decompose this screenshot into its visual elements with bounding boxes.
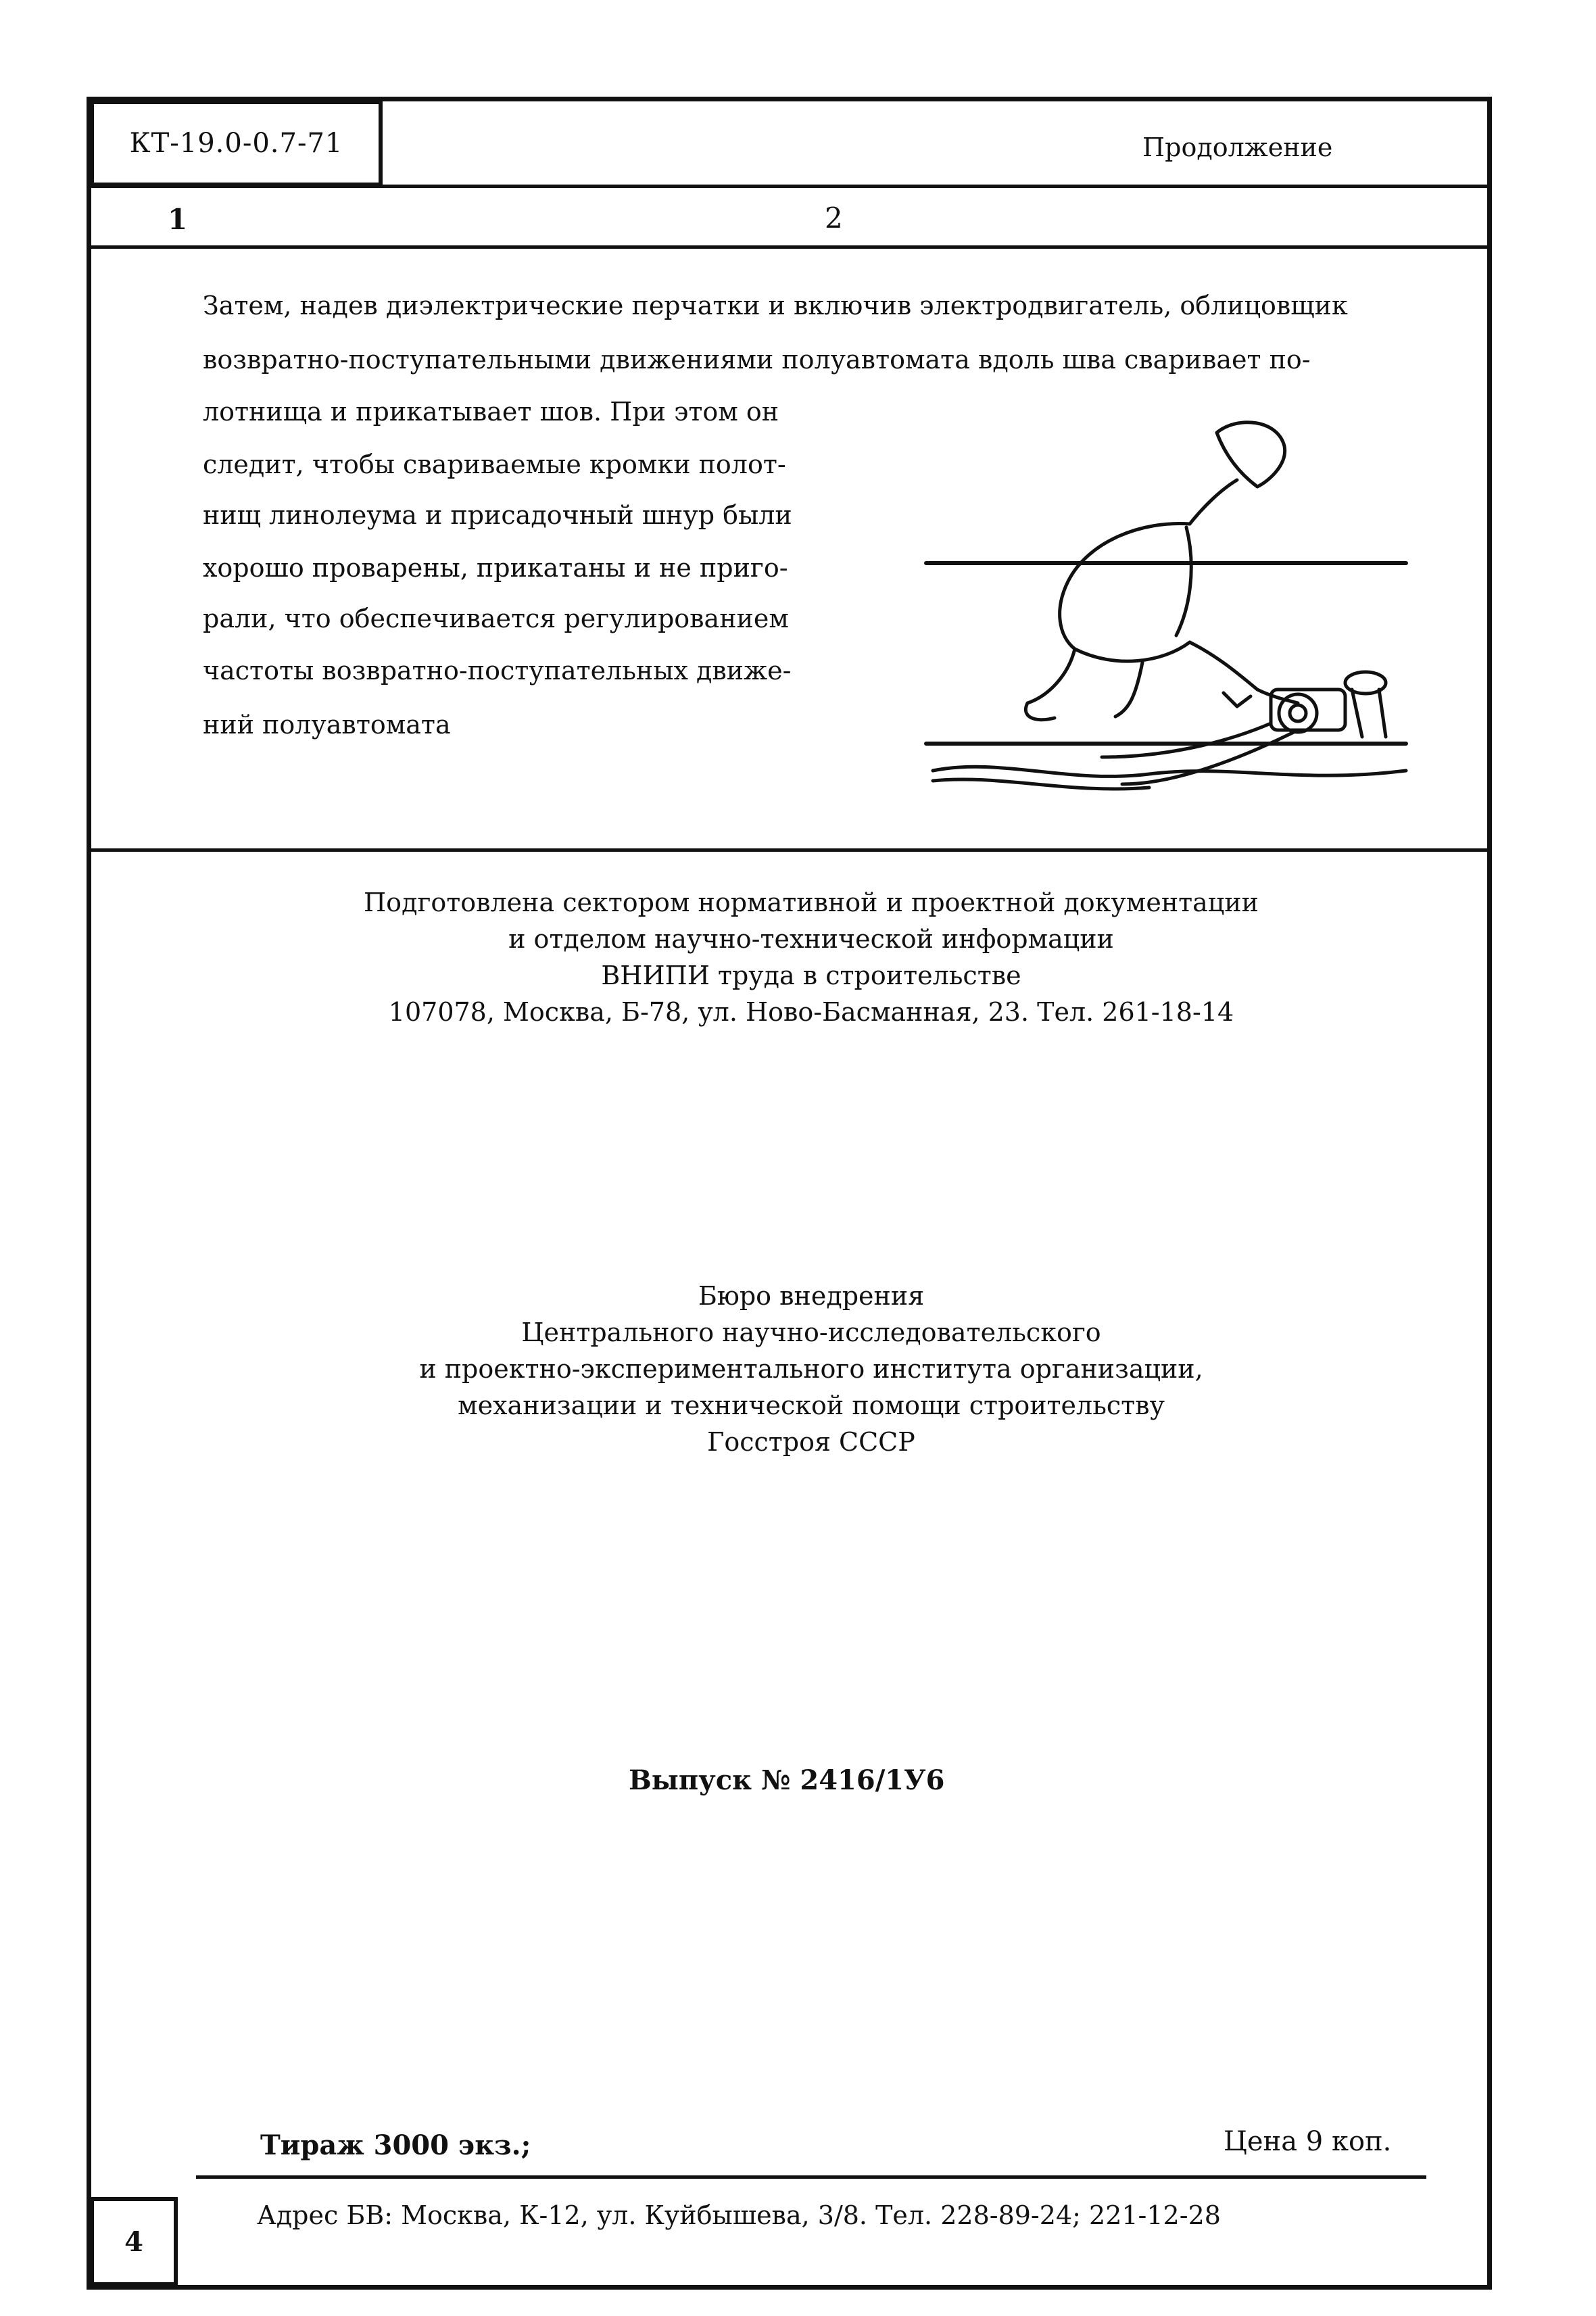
worker-welding-illustration [919, 406, 1420, 811]
footer-divider [196, 2175, 1426, 2179]
column-number-1: 1 [168, 203, 188, 236]
page-number-text: 4 [124, 2225, 143, 2258]
body-line: следит, чтобы свариваемые кромки полот- [203, 450, 786, 479]
body-line: хорошо проварены, прикатаны и не пригo- [203, 553, 788, 583]
prepared-line: Подготовлена сектором нормативной и проектной документации [364, 888, 1259, 917]
bureau-line: механизации и технической помощи строительству [458, 1391, 1165, 1420]
price: Цена 9 коп. [1224, 2126, 1392, 2157]
header-divider [90, 185, 1489, 188]
issue-number: Выпуск № 2416/1У6 [629, 1764, 945, 1796]
section-divider [90, 848, 1489, 852]
bureau-line: Центрального научно-исследовательского [521, 1318, 1101, 1347]
prepared-line: 107078, Москва, Б-78, ул. Ново-Басманная, 23. Тел. 261-18-14 [388, 997, 1234, 1027]
bureau-address: Адрес БВ: Москва, К-12, ул. Куйбышева, 3/8. Тел. 228-89-24; 221-12-28 [257, 2200, 1221, 2230]
body-line: частоты возвратно-поступательных движе- [203, 656, 792, 685]
body-line: лотнища и прикатывает шов. При этом он [203, 397, 779, 427]
prepared-by-block [203, 884, 1420, 1030]
prepared-line: ВНИПИ труда в строительстве [601, 961, 1021, 990]
bureau-block [203, 1278, 1420, 1460]
column-header-divider [90, 245, 1489, 249]
document-code [90, 100, 383, 187]
bureau-line: Госстроя СССР [707, 1427, 915, 1457]
column-number-2: 2 [825, 201, 843, 235]
bureau-line: Бюро внедрения [698, 1281, 925, 1311]
print-run: Тираж 3000 экз.; [260, 2129, 531, 2161]
body-line: возвратно-поступательными движениями полуавтомата вдоль шва сваривает по- [203, 345, 1311, 375]
prepared-line: и отделом научно-технической информации [508, 924, 1114, 954]
body-line: нищ линолеума и присадочный шнур были [203, 500, 792, 530]
continuation-label: Продолжение [1142, 132, 1333, 162]
body-line: ний полуавтомата [203, 710, 451, 740]
bureau-line: и проектно-экспериментального института организации, [419, 1354, 1203, 1384]
body-line: рали, что обеспечивается регулированием [203, 604, 789, 633]
document-code-text: КТ-19.0-0.7-71 [129, 128, 343, 159]
body-line: Затем, надев диэлектрические перчатки и включив электродвигатель, облицовщик [203, 291, 1348, 320]
page-number [90, 2197, 178, 2286]
